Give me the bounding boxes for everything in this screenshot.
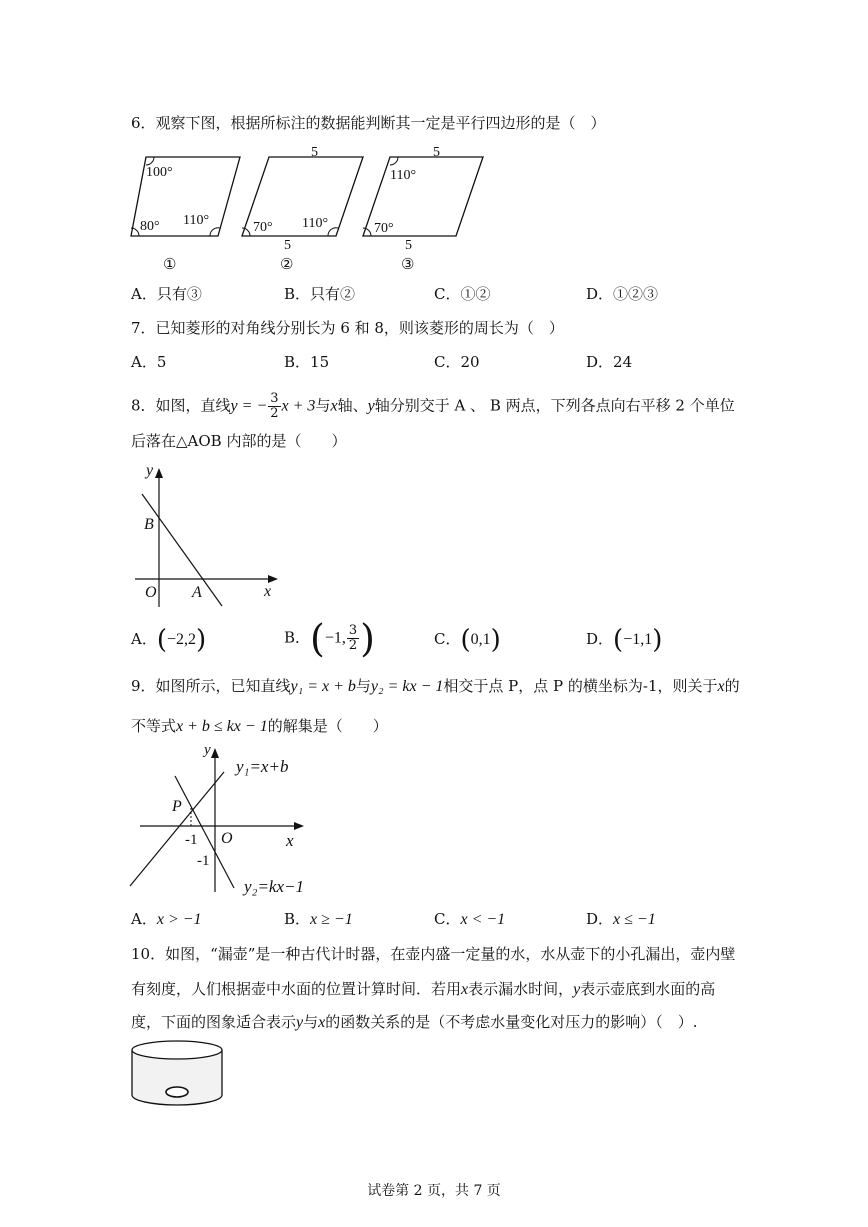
q9-option-b[interactable] — [284, 909, 353, 930]
q9-suffix: 相交于点 P，点 P 的横坐标为-1，则关于 — [443, 677, 718, 695]
q6-option-b[interactable]: B．只有② — [284, 285, 356, 303]
neg-one-x-label: -1 — [185, 832, 198, 848]
q10-x: x — [461, 981, 469, 998]
angle-label: 110° — [183, 213, 210, 228]
angle-label: 70° — [253, 220, 273, 235]
q9-prefix: 9．如图所示，已知直线 — [131, 677, 291, 695]
page-footer: 试卷第 2 页，共 7 页 — [367, 1183, 501, 1199]
option-label: D． — [586, 630, 614, 648]
q8-eq-rest: x + 3 — [281, 397, 316, 415]
angle-label: 80° — [140, 219, 160, 234]
figure-label-3: ③ — [401, 255, 415, 273]
q9-mid: 与 — [355, 677, 371, 695]
point-p-label: P — [172, 798, 182, 815]
q8-prefix: 8．如图，直线 — [131, 396, 231, 415]
option-label: C． — [434, 910, 461, 928]
q9-inequality: x + b ≤ kx − 1 — [176, 718, 268, 735]
q7-text: 7．已知菱形的对角线分别长为 6 和 8，则该菱形的周长为（ ） — [131, 319, 564, 337]
q8-option-b[interactable] — [284, 616, 375, 661]
option-value: x > −1 — [156, 911, 202, 928]
q9-graph — [128, 742, 328, 897]
q10-y: y — [573, 981, 581, 998]
q8-fraction — [268, 392, 280, 421]
q6-figure-2 — [238, 143, 368, 253]
q9-option-a[interactable] — [131, 909, 202, 930]
q7-option-a[interactable]: A．5 — [131, 353, 167, 371]
side-label: 5 — [405, 238, 412, 253]
option-value: −1, — [324, 629, 346, 647]
q9-option-c[interactable] — [434, 909, 505, 930]
q8-eq-y: y = − — [230, 397, 268, 415]
frac-num: 3 — [348, 623, 358, 638]
q10-line3 — [131, 1012, 698, 1033]
neg-one-y-label: -1 — [197, 853, 210, 869]
option-label: D． — [586, 910, 614, 928]
paren-right-icon: ) — [196, 625, 207, 655]
q9-eq2: y₂ = kx − 1 — [370, 678, 444, 695]
point-b-label: B — [144, 516, 154, 533]
side-label: 5 — [433, 145, 440, 160]
paren-left-icon: ( — [460, 625, 471, 655]
q6-text: 6．观察下图，根据所标注的数据能判断其一定是平行四边形的是（ ） — [131, 114, 606, 132]
q8-option-a[interactable] — [131, 625, 207, 655]
angle-label: 70° — [374, 221, 394, 236]
q9-x: x — [717, 678, 725, 695]
q10-line2 — [131, 979, 715, 1000]
q10-line3-mid: 与 — [303, 1013, 319, 1031]
option-value: −1,1 — [623, 631, 653, 648]
option-label: B． — [284, 910, 311, 928]
angle-label: 100° — [146, 165, 173, 180]
q8-line1 — [131, 392, 735, 421]
water-clock-figure — [130, 1040, 225, 1106]
q9-option-d[interactable] — [586, 909, 656, 930]
origin-label: O — [145, 584, 157, 601]
option-label: B． — [284, 628, 311, 647]
q10-x: x — [318, 1014, 326, 1031]
point-a-label: A — [192, 584, 202, 601]
q8-suffix: 轴分别交于 A 、 B 两点，下列各点向右平移 2 个单位 — [374, 396, 735, 415]
q8-x: x — [330, 397, 338, 415]
q7-option-b[interactable]: B．15 — [284, 353, 330, 371]
q9-line2 — [131, 716, 388, 737]
option-value: −2,2 — [167, 631, 197, 648]
q6-figure-1 — [128, 150, 243, 245]
side-label: 5 — [311, 145, 318, 160]
q6-option-d[interactable]: D．①②③ — [586, 285, 659, 303]
paren-left-icon: ( — [613, 625, 624, 655]
frac-den: 2 — [348, 638, 358, 653]
x-axis-label: x — [286, 831, 294, 850]
paren-right-icon: ) — [360, 616, 375, 661]
q8-frac-num: 3 — [270, 391, 279, 406]
q9-line1 — [131, 676, 740, 697]
q10-line2-suffix: 表示壶底到水面的高 — [580, 980, 716, 998]
q10-line1: 10．如图，“漏壶”是一种古代计时器，在壶内盛一定量的水，水从壶下的小孔漏出，壶内壁 — [131, 945, 736, 963]
q10-line2-mid: 表示漏水时间， — [468, 980, 574, 998]
q9-end: 的 — [724, 677, 740, 695]
option-label: C． — [434, 630, 461, 648]
q6-option-c[interactable]: C．①② — [434, 285, 491, 303]
option-value: 0,1 — [470, 631, 491, 648]
q8-mid2: 轴、 — [337, 396, 368, 415]
q6-option-a[interactable]: A．只有③ — [131, 285, 202, 303]
option-value: x ≤ −1 — [613, 911, 656, 928]
paren-right-icon: ) — [652, 625, 663, 655]
q9-line2-prefix: 不等式 — [131, 717, 177, 735]
q9-eq1: y₁ = x + b — [290, 678, 356, 695]
q8-graph — [130, 462, 280, 610]
q10-line2-prefix: 有刻度，人们根据壶中水面的位置计算时间．若用 — [131, 980, 462, 998]
q7-option-c[interactable]: C．20 — [434, 353, 480, 371]
line-y1-label: y₁=x+b — [236, 757, 289, 776]
q8-frac-den: 2 — [270, 406, 279, 421]
option-value: x < −1 — [460, 911, 506, 928]
paren-right-icon: ) — [490, 625, 501, 655]
paren-left-icon: ( — [156, 625, 167, 655]
line-y2-label: y₂=kx−1 — [244, 877, 304, 896]
x-axis-label: x — [264, 583, 272, 600]
option-fraction — [347, 624, 359, 653]
q7-option-d[interactable]: D．24 — [586, 353, 633, 371]
q10-line3-prefix: 度，下面的图象适合表示 — [131, 1013, 297, 1031]
paren-left-icon: ( — [310, 616, 325, 661]
y-axis-label: y — [204, 742, 211, 758]
q6-figure-3 — [360, 143, 490, 253]
q8-line2: 后落在△AOB 内部的是（ ） — [131, 432, 347, 450]
figure-label-2: ② — [280, 255, 294, 273]
q8-option-d[interactable] — [586, 625, 663, 655]
option-label: A． — [131, 630, 157, 648]
origin-label: O — [221, 830, 233, 847]
angle-label: 110° — [302, 216, 329, 231]
side-label: 5 — [284, 238, 291, 253]
figure-label-1: ① — [163, 255, 177, 273]
q9-line2-suffix: 的解集是（ ） — [267, 717, 388, 735]
q10-line3-suffix: 的函数关系的是（不考虑水量变化对压力的影响）（ ）. — [325, 1013, 698, 1031]
y-axis-label: y — [146, 462, 154, 479]
q10-y: y — [296, 1014, 304, 1031]
q8-mid: 与 — [315, 396, 331, 415]
q8-y: y — [367, 397, 375, 415]
option-label: A． — [131, 910, 157, 928]
angle-label: 110° — [390, 168, 417, 183]
option-value: x ≥ −1 — [310, 911, 353, 928]
q8-option-c[interactable] — [434, 625, 501, 655]
